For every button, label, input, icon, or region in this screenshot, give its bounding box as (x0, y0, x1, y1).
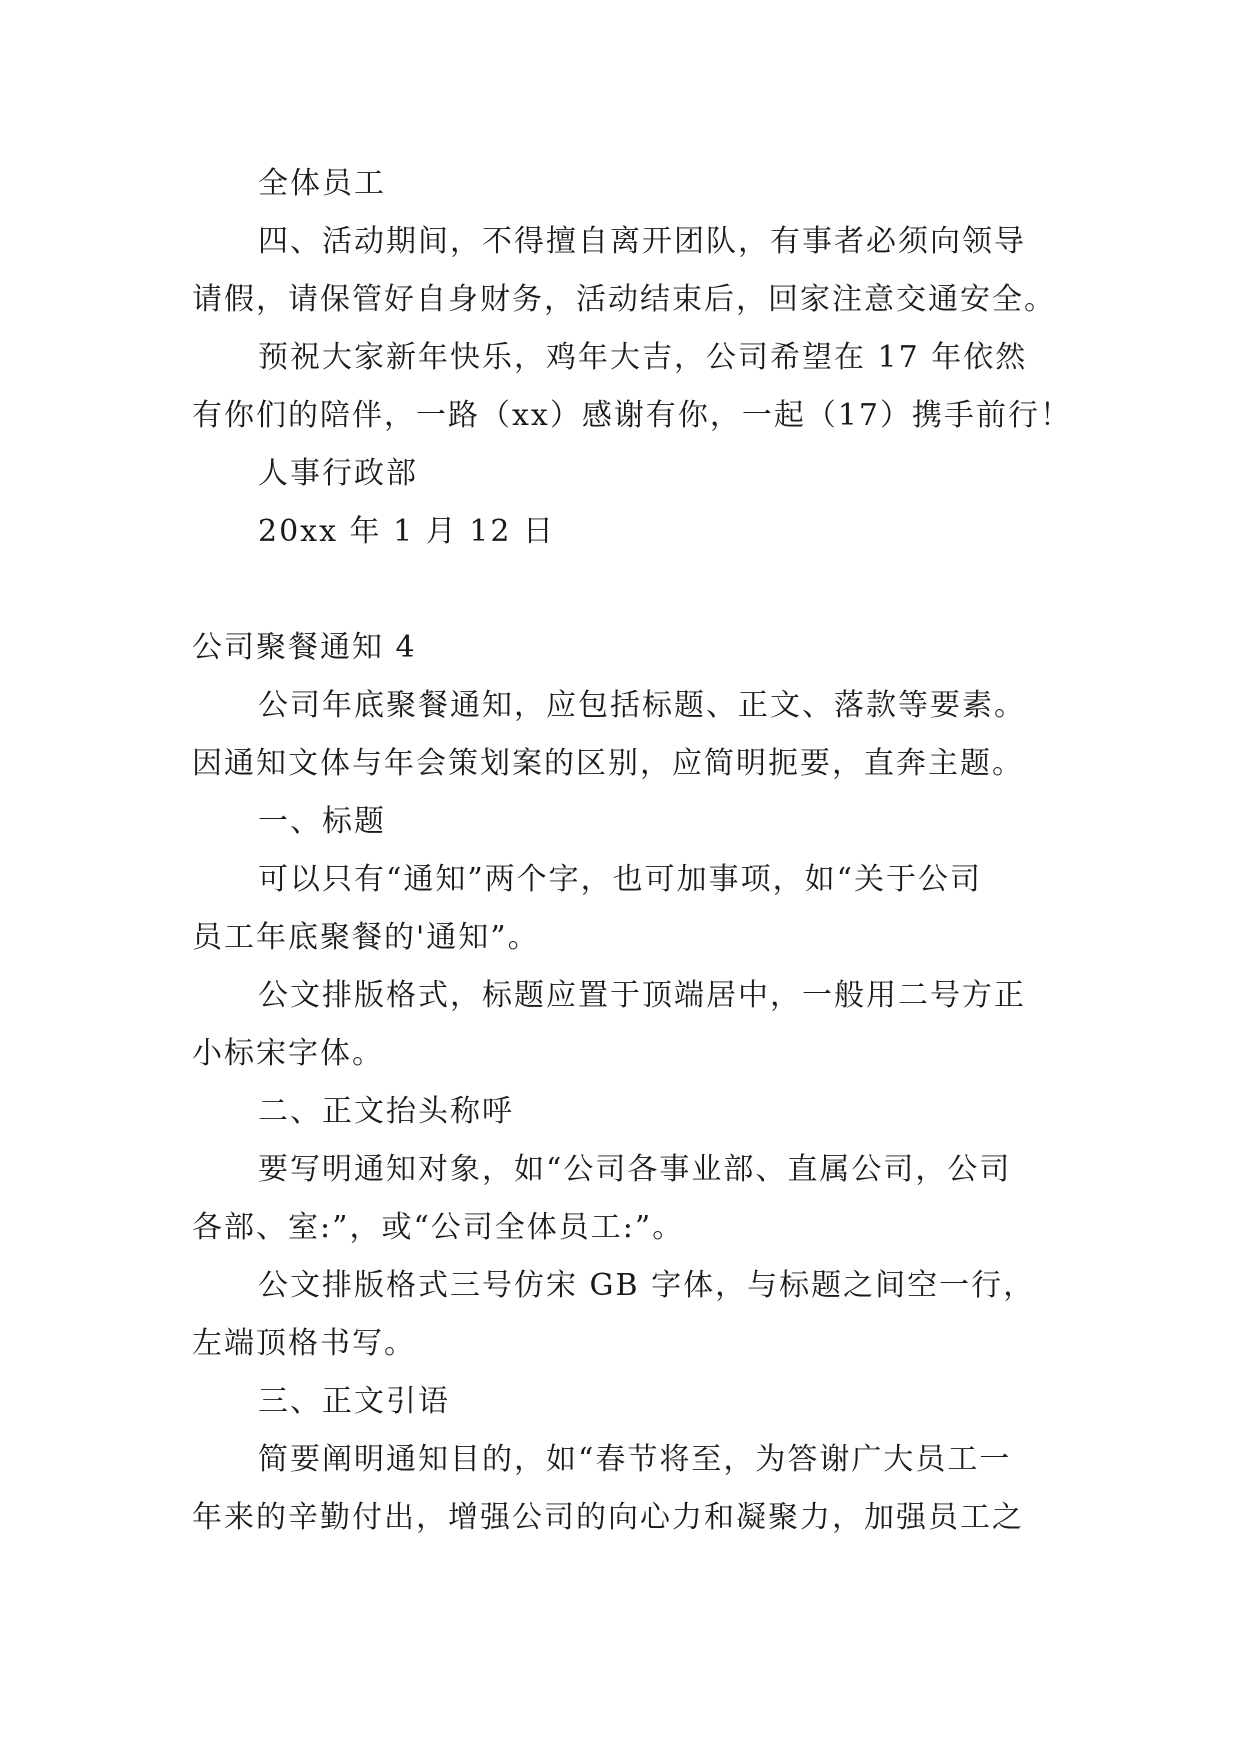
text-line-rule-4: 四、活动期间，不得擅自离开团队，有事者必须向领导 (258, 224, 1026, 259)
subheading-lead: 三、正文引语 (258, 1384, 450, 1419)
subheading-title: 一、标题 (258, 804, 386, 839)
text-line-signature: 人事行政部 (258, 456, 418, 491)
text-line-salutation-desc: 要写明通知对象，如“公司各事业部、直属公司，公司 (258, 1152, 1012, 1187)
text-line-title-format-cont: 小标宋字体。 (192, 1036, 384, 1071)
text-line-title-desc: 可以只有“通知”两个字，也可加事项，如“关于公司 (258, 862, 983, 897)
text-line-intro-cont: 因通知文体与年会策划案的区别，应简明扼要，直奔主题。 (192, 746, 1024, 781)
text-line-rule-4-cont: 请假，请保管好自身财务，活动结束后，回家注意交通安全。 (192, 282, 1056, 317)
text-line-title-desc-cont: 员工年底聚餐的'通知”。 (192, 920, 540, 955)
text-line-date: 20xx 年 1 月 12 日 (258, 514, 555, 549)
subheading-salutation: 二、正文抬头称呼 (258, 1094, 514, 1129)
text-line-salutation-format-cont: 左端顶格书写。 (192, 1326, 416, 1361)
text-line-salutation-format: 公文排版格式三号仿宋 GB 字体，与标题之间空一行， (258, 1268, 1036, 1303)
text-line-salutation-desc-cont: 各部、室:”，或“公司全体员工:”。 (192, 1210, 685, 1245)
text-line-lead-desc-cont: 年来的辛勤付出，增强公司的向心力和凝聚力，加强员工之 (192, 1500, 1024, 1535)
text-line-wishes: 预祝大家新年快乐，鸡年大吉，公司希望在 17 年依然 (258, 340, 1028, 375)
text-line-wishes-cont: 有你们的陪伴，一路（xx）感谢有你，一起（17）携手前行！ (192, 398, 1073, 433)
text-line-title-format: 公文排版格式，标题应置于顶端居中，一般用二号方正 (258, 978, 1026, 1013)
text-line-recipients: 全体员工 (258, 166, 386, 201)
text-line-lead-desc: 简要阐明通知目的，如“春节将至，为答谢广大员工一 (258, 1442, 1012, 1477)
text-line-intro: 公司年底聚餐通知，应包括标题、正文、落款等要素。 (258, 688, 1026, 723)
section-heading: 公司聚餐通知 4 (192, 630, 417, 665)
